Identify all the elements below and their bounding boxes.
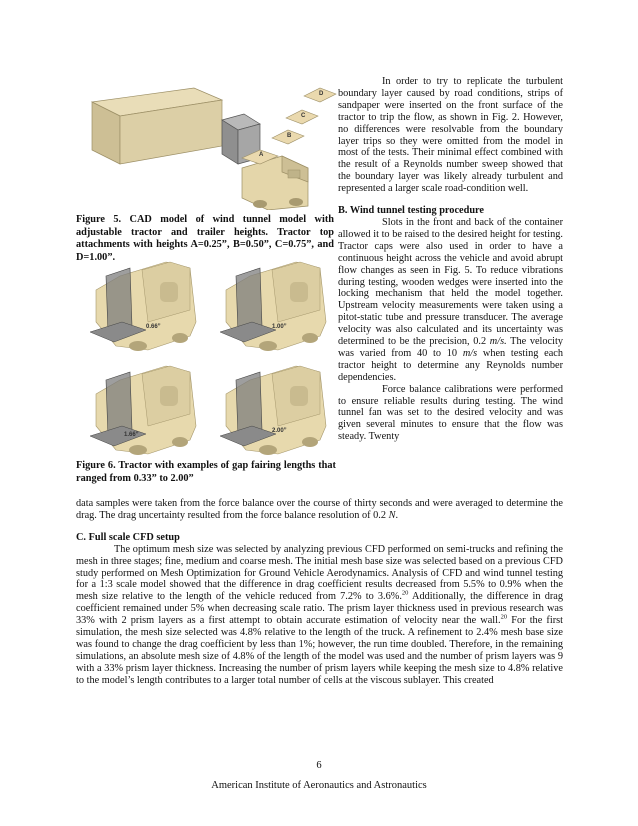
page-number: 6 [316,760,322,771]
fairing-label-3: 1.66” [124,432,139,438]
figure-6-caption: Figure 6. Tractor with examples of gap fairing lengths that ranged from 0.33” to 2.00” [76,460,336,484]
paragraph-cfd-setup: The optimum mesh size was selected by analyzing previous CFD performed on semi-trucks and refining the mesh in three stages; fine, medium and coarse mesh. The initial mesh base size was selected based on a previous CFD study performed on Mesh Optimization for Ground Vehicle Aerodynamics. Analysis of CFD and wind tunnel testing for a 1:3 scale model showed that the difference in drag coefficient results decreased from 5.5% to 0.9% when the mesh size relative to the length of the vehicle reduced from 7.2% to 3.6%.$^{20}$ Additionally, the difference in drag coefficient remained under 5% when decreasing scale ratio. The prism layer thickness used in previous research was 33% with 2 prism layers as a first attempt to obtain accurate estimation of velocity near the wall.$^{20}$ For the first simulation, the mesh size selected was 4.8% relative to the length of the truck. A refinement to 2.4% mesh base size was found to change the drag coefficient by less than 1%; however, the run time doubled. Therefore, in the remaining simulations, an absolute mesh size of 4.8% of the length of the model was used and the number of prism layers was 9 with a 33% prism layer thickness. Increasing the number of prism layers while keeping the mesh size to 4.8% relative to the model’s length contributes to a larger total number of cells at the viscous sublayer. This created [76,543,564,686]
figure-5-cad-model [82,72,340,210]
full-width-text [76,498,563,687]
cap-label-d: D [319,91,324,97]
journal-footer: American Institute of Aeronautics and Astronautics [211,780,427,791]
figure-5-caption: Figure 5. CAD model of wind tunnel model with adjustable tractor and trailer heights. Tractor top attachments with heights A=0.25”, B=0.50”, C=0.75”, and D=1.00”. [76,214,334,263]
cap-label-a: A [259,152,264,158]
right-column [338,76,563,443]
paragraph-boundary-layer: In order to try to replicate the turbulent boundary layer caused by road conditions, strips of sandpaper were inserted on the front surface of the tractor to trip the flow, as shown in Fig. 2. However, no differences were resolvable from the boundary layer trips so they were omitted from the model in most of the tests. Their minimal effect combined with the result of a Reynolds number sweep showed that the boundary layer was likely already turbulent and represented a larger scale road-condition well. [338,76,563,195]
figure-6-gap-fairings [76,252,336,460]
cap-label-c: C [301,113,306,119]
cap-label-b: B [287,133,292,139]
fairing-label-4: 2.00” [272,428,287,434]
paragraph-force-balance: Force balance calibrations were performed to ensure reliable results during testing. The wind tunnel fan was set to the desired velocity and was given several minutes to ensure that the flow was steady. Twenty [338,383,563,443]
fairing-label-2: 1.00” [272,324,287,330]
section-heading-c: C. Full scale CFD setup [76,531,180,543]
paragraph-drag-uncertainty: data samples were taken from the force balance over the course of thirty seconds and were averaged to determine the drag. The drag uncertainty resulted from the force balance resolution of 0.2 N. [76,498,563,521]
paragraph-testing-procedure: Slots in the front and back of the container allowed it to be raised to the desired height for testing. Tractor caps were also used in order to have a continuous height across the vehicle and avoid abrupt flow changes as seen in Fig. 5. To reduce vibrations during testing, wooden wedges were inserted into the locking mechanism that held the model together. Upstream velocity measurements were taken using a pitot-static tube and pressure transducer. The average velocity was also calculated and its uncertainty was determined to be the precision, 0.2 m/s. The velocity was varied from 40 to 10 m/s when testing each tractor height to determine any Reynolds number dependencies. [338,216,564,383]
section-heading-b: B. Wind tunnel testing procedure [338,205,484,217]
fairing-label-1: 0.66” [146,324,161,330]
